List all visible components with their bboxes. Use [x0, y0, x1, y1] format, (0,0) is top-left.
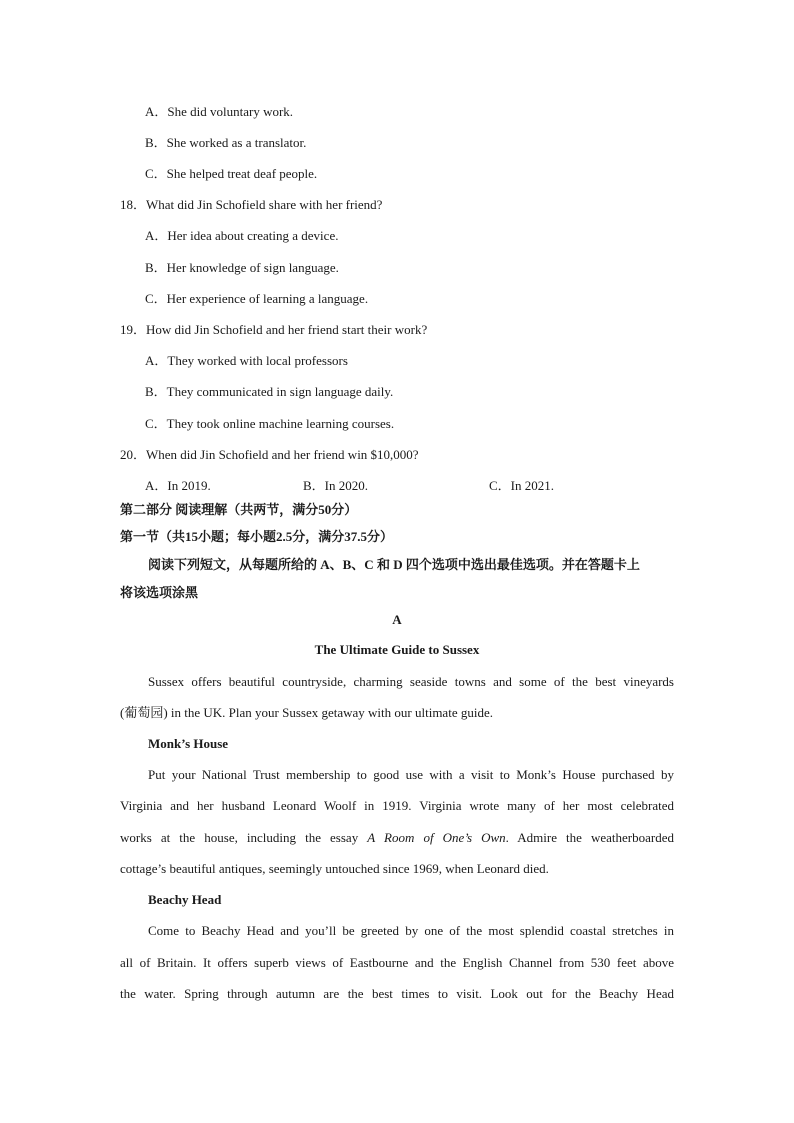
q17-option-c: C．She helped treat deaf people. [145, 166, 318, 181]
instruction-line-1: 阅读下列短文，从每题所给的 A、B、C 和 D 四个选项中选出最佳选项。并在答题卡上 [148, 557, 640, 572]
monks-line-1: Put your National Trust membership to good use with a visit to Monk’s House purchased by [148, 767, 674, 782]
q18-question: 18．What did Jin Schofield share with her friend? [120, 197, 383, 212]
intro-line-1: Sussex offers beautiful countryside, charming seaside towns and some of the best vineyards [148, 674, 674, 689]
monks-line-3 [120, 830, 674, 846]
q19-option-a: A．They worked with local professors [145, 353, 348, 368]
monks-line-2: Virginia and her husband Leonard Woolf in 1919. Virginia wrote many of her most celebrated [120, 798, 674, 813]
instruction-line-2: 将该选项涂黑 [120, 585, 199, 600]
beachy-line-1: Come to Beachy Head and you’ll be greeted by one of the most splendid coastal stretches in [148, 923, 674, 938]
monks-line-4: cottage’s beautiful antiques, seemingly untouched since 1969, when Leonard died. [120, 861, 549, 876]
monks-house-heading: Monk’s House [148, 736, 229, 751]
q19-option-c: C．They took online machine learning courses. [145, 416, 395, 431]
intro-line-2: (葡萄园) in the UK. Plan your Sussex getaway with our ultimate guide. [120, 705, 493, 720]
passage-letter: A [392, 612, 402, 627]
passage-title: The Ultimate Guide to Sussex [314, 642, 480, 657]
q17-option-b: B．She worked as a translator. [145, 135, 307, 150]
q18-option-a: A．Her idea about creating a device. [145, 228, 339, 243]
monks-line-3-post: . Admire the weatherboarded [505, 830, 675, 845]
q19-question: 19．How did Jin Schofield and her friend start their work? [120, 322, 428, 337]
beachy-line-2: all of Britain. It offers superb views of Eastbourne and the English Channel from 530 feet above [120, 955, 674, 970]
monks-line-3-pre: works at the house, including the essay [120, 830, 368, 845]
q20-option-a: A．In 2019. [145, 478, 211, 493]
subsection-title: 第一节（共15小题；每小题2.5分，满分37.5分） [120, 529, 394, 544]
q19-option-b: B．They communicated in sign language daily. [145, 384, 394, 399]
q20-option-c: C．In 2021. [489, 478, 555, 493]
q20-question: 20．When did Jin Schofield and her friend win $10,000? [120, 447, 419, 462]
q18-option-b: B．Her knowledge of sign language. [145, 260, 339, 275]
q17-option-a: A．She did voluntary work. [145, 104, 294, 119]
essay-title: A Room of One’s Own [367, 830, 506, 845]
q20-option-b: B．In 2020. [303, 478, 369, 493]
beachy-head-heading: Beachy Head [148, 892, 222, 907]
beachy-line-3: the water. Spring through autumn are the best times to visit. Look out for the Beachy Head [120, 986, 674, 1001]
part-title: 第二部分 阅读理解（共两节，满分50分） [120, 502, 358, 517]
q18-option-c: C．Her experience of learning a language. [145, 291, 369, 306]
